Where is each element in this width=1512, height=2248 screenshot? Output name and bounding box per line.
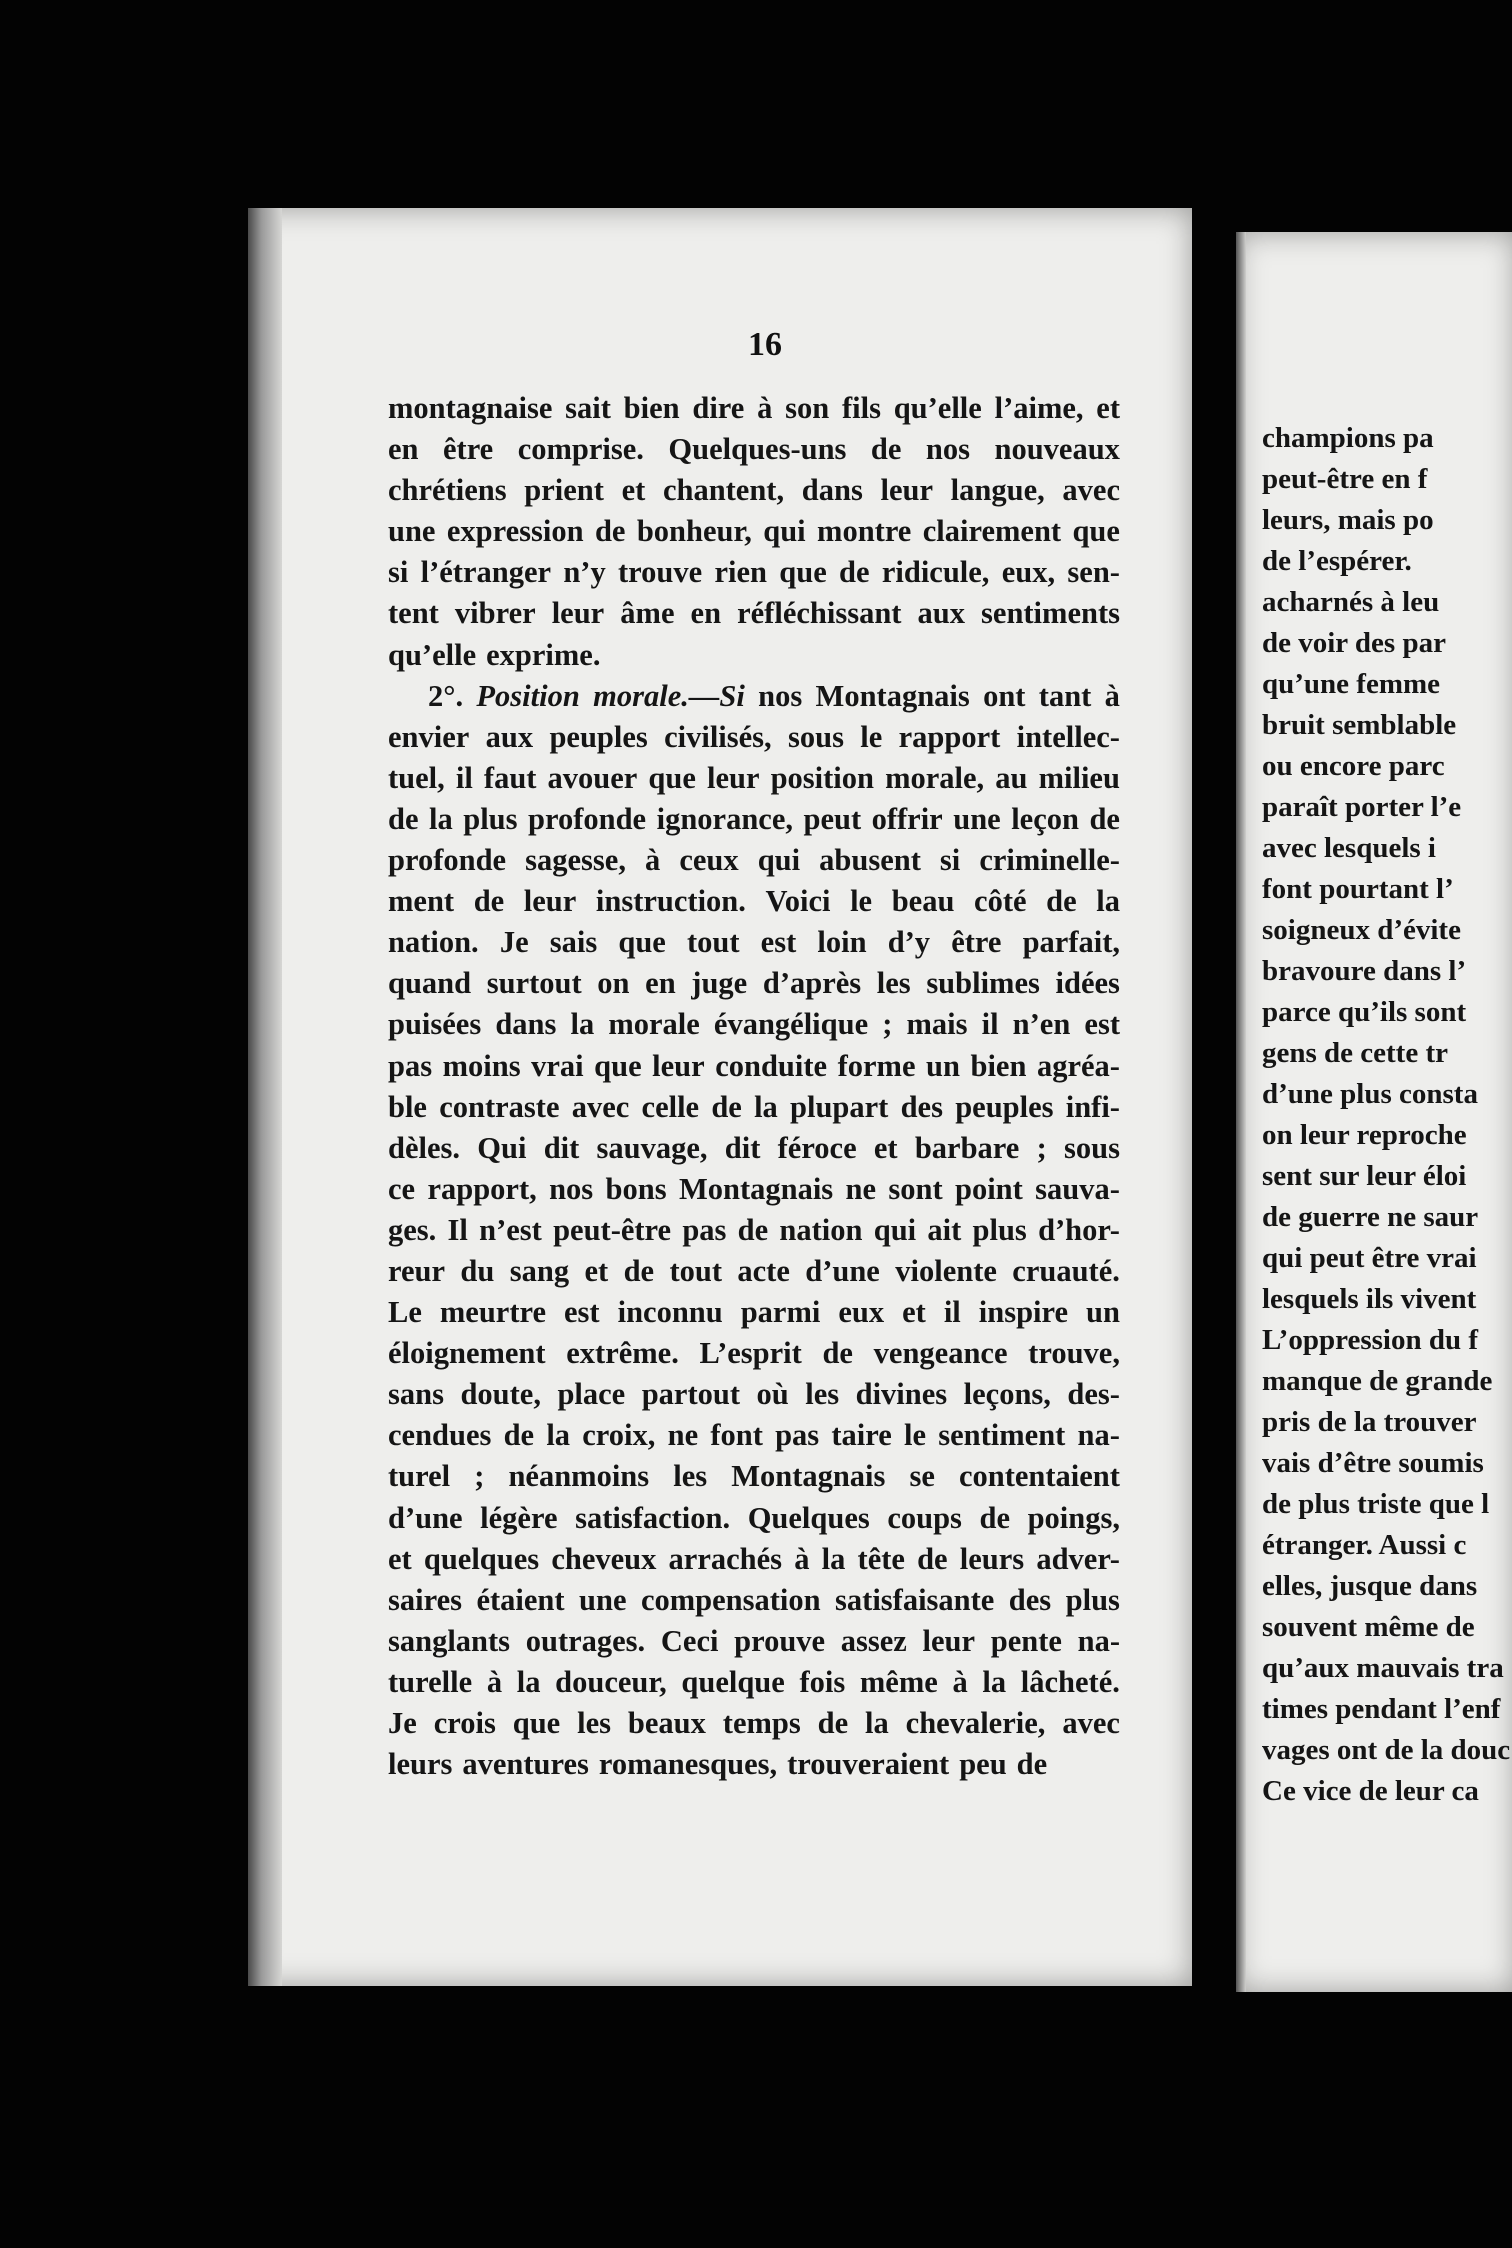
text-line: Le meurtre est inconnu parmi eux et il inspire un [388, 1295, 1120, 1330]
text-line: turelle à la douceur, quelque fois même à la lâcheté. [388, 1664, 1120, 1699]
text-line: turel ; néanmoins les Montagnais se contentaient [388, 1459, 1120, 1494]
text-line: font pourtant l’ [1262, 873, 1454, 905]
text-line: sent sur leur éloi [1262, 1160, 1467, 1192]
text-line: qu’aux mauvais tra [1262, 1652, 1504, 1684]
text-line: de la plus profonde ignorance, peut offrir une leçon de [388, 801, 1120, 836]
text-line: nation. Je sais que tout est loin d’y être parfait, [388, 925, 1120, 960]
text-line: qu’une femme [1262, 668, 1441, 700]
text-line: leurs, mais po [1262, 504, 1434, 536]
text-line: quand surtout on en juge d’après les sublimes idées [388, 966, 1120, 1001]
text-line: si l’étranger n’y trouve rien que de ridicule, eux, sen- [388, 555, 1120, 590]
text-line: parce qu’ils sont [1262, 996, 1467, 1028]
text-line: et quelques cheveux arrachés à la tête de leurs adver- [388, 1541, 1120, 1576]
text-line: elles, jusque dans [1262, 1570, 1478, 1602]
text-line: champions pa [1262, 422, 1434, 454]
text-line: étranger. Aussi c [1262, 1529, 1467, 1561]
text-line: envier aux peuples civilisés, sous le rapport intellec- [388, 719, 1120, 754]
text-line: en être comprise. Quelques-uns de nos nouveaux [388, 432, 1120, 467]
text-line: éloignement extrême. L’esprit de vengeance trouve, [388, 1336, 1120, 1371]
text-line: gens de cette tr [1262, 1037, 1448, 1069]
text-line: qui peut être vrai [1262, 1242, 1477, 1274]
text-line: vais d’être soumis [1262, 1447, 1484, 1479]
text-line: dèles. Qui dit sauvage, dit féroce et barbare ; sous [388, 1130, 1120, 1165]
text-line: bruit semblable [1262, 709, 1457, 741]
text-line: pris de la trouver [1262, 1406, 1477, 1438]
text-line: Je crois que les beaux temps de la chevalerie, avec [388, 1706, 1120, 1740]
text-line: lesquels ils vivent [1262, 1283, 1477, 1315]
text-line: times pendant l’enf [1262, 1693, 1501, 1725]
right-page-text [1262, 418, 1510, 1812]
text-line: 2°. Position morale.—Si nos Montagnais ont tant à [428, 678, 1120, 713]
text-line: acharnés à leu [1262, 586, 1440, 618]
text-line: saires étaient une compensation satisfaisante des plus [388, 1582, 1120, 1617]
text-line: L’oppression du f [1262, 1324, 1478, 1356]
text-line: bravoure dans l’ [1262, 955, 1467, 987]
text-line: sans doute, place partout où les divines leçons, des- [388, 1377, 1120, 1412]
text-line: Ce vice de leur ca [1262, 1775, 1479, 1807]
text-line: souvent même de [1262, 1611, 1475, 1643]
text-line: profonde sagesse, à ceux qui abusent si criminelle- [388, 843, 1120, 878]
text-line: d’une légère satisfaction. Quelques coups de poings, [388, 1500, 1120, 1535]
text-line: cendues de la croix, ne font pas taire le sentiment na- [388, 1418, 1120, 1453]
text-line: on leur reproche [1262, 1119, 1467, 1151]
text-line: chrétiens prient et chantent, dans leur langue, avec [388, 473, 1120, 508]
text-line: ou encore parc [1262, 750, 1445, 782]
text-line: tuel, il faut avouer que leur position morale, au milieu [388, 760, 1120, 795]
text-line: ce rapport, nos bons Montagnais ne sont point sauva- [388, 1171, 1120, 1206]
right-page-edge [1236, 232, 1246, 1992]
left-page-text [388, 388, 1120, 1785]
text-line: avec lesquels i [1262, 832, 1436, 864]
text-line: de guerre ne saur [1262, 1201, 1479, 1233]
page-binding-edge [248, 208, 282, 1986]
text-line: pas moins vrai que leur conduite forme un bien agréa- [388, 1048, 1120, 1083]
text-line: vages ont de la douc [1262, 1734, 1511, 1766]
text-line: peut-être en f [1262, 463, 1428, 495]
text-line: montagnaise sait bien dire à son fils qu’elle l’aime, et [388, 391, 1120, 425]
text-line: paraît porter l’e [1262, 791, 1462, 823]
text-line: ment de leur instruction. Voici le beau côté de la [388, 884, 1120, 919]
text-line: ges. Il n’est peut-être pas de nation qui ait plus d’hor- [388, 1212, 1120, 1247]
text-line: de voir des par [1262, 627, 1446, 659]
text-line: de plus triste que l [1262, 1488, 1490, 1520]
text-line: qu’elle exprime. [388, 637, 601, 672]
text-line: de l’espérer. [1262, 545, 1412, 577]
text-line: leurs aventures romanesques, trouveraient peu de [388, 1747, 1048, 1782]
text-line: manque de grande [1262, 1365, 1493, 1397]
text-line: tent vibrer leur âme en réfléchissant aux sentiments [388, 596, 1120, 631]
text-line: sanglants outrages. Ceci prouve assez leur pente na- [388, 1623, 1120, 1658]
text-line: d’une plus consta [1262, 1078, 1478, 1110]
page-number: 16 [748, 326, 782, 363]
text-line: une expression de bonheur, qui montre clairement que [388, 514, 1120, 549]
text-line: puisées dans la morale évangélique ; mais il n’en est [388, 1007, 1120, 1042]
text-line: reur du sang et de tout acte d’une violente cruauté. [388, 1253, 1120, 1288]
text-line: ble contraste avec celle de la plupart des peuples infi- [388, 1089, 1120, 1124]
text-line: soigneux d’évite [1262, 914, 1461, 946]
